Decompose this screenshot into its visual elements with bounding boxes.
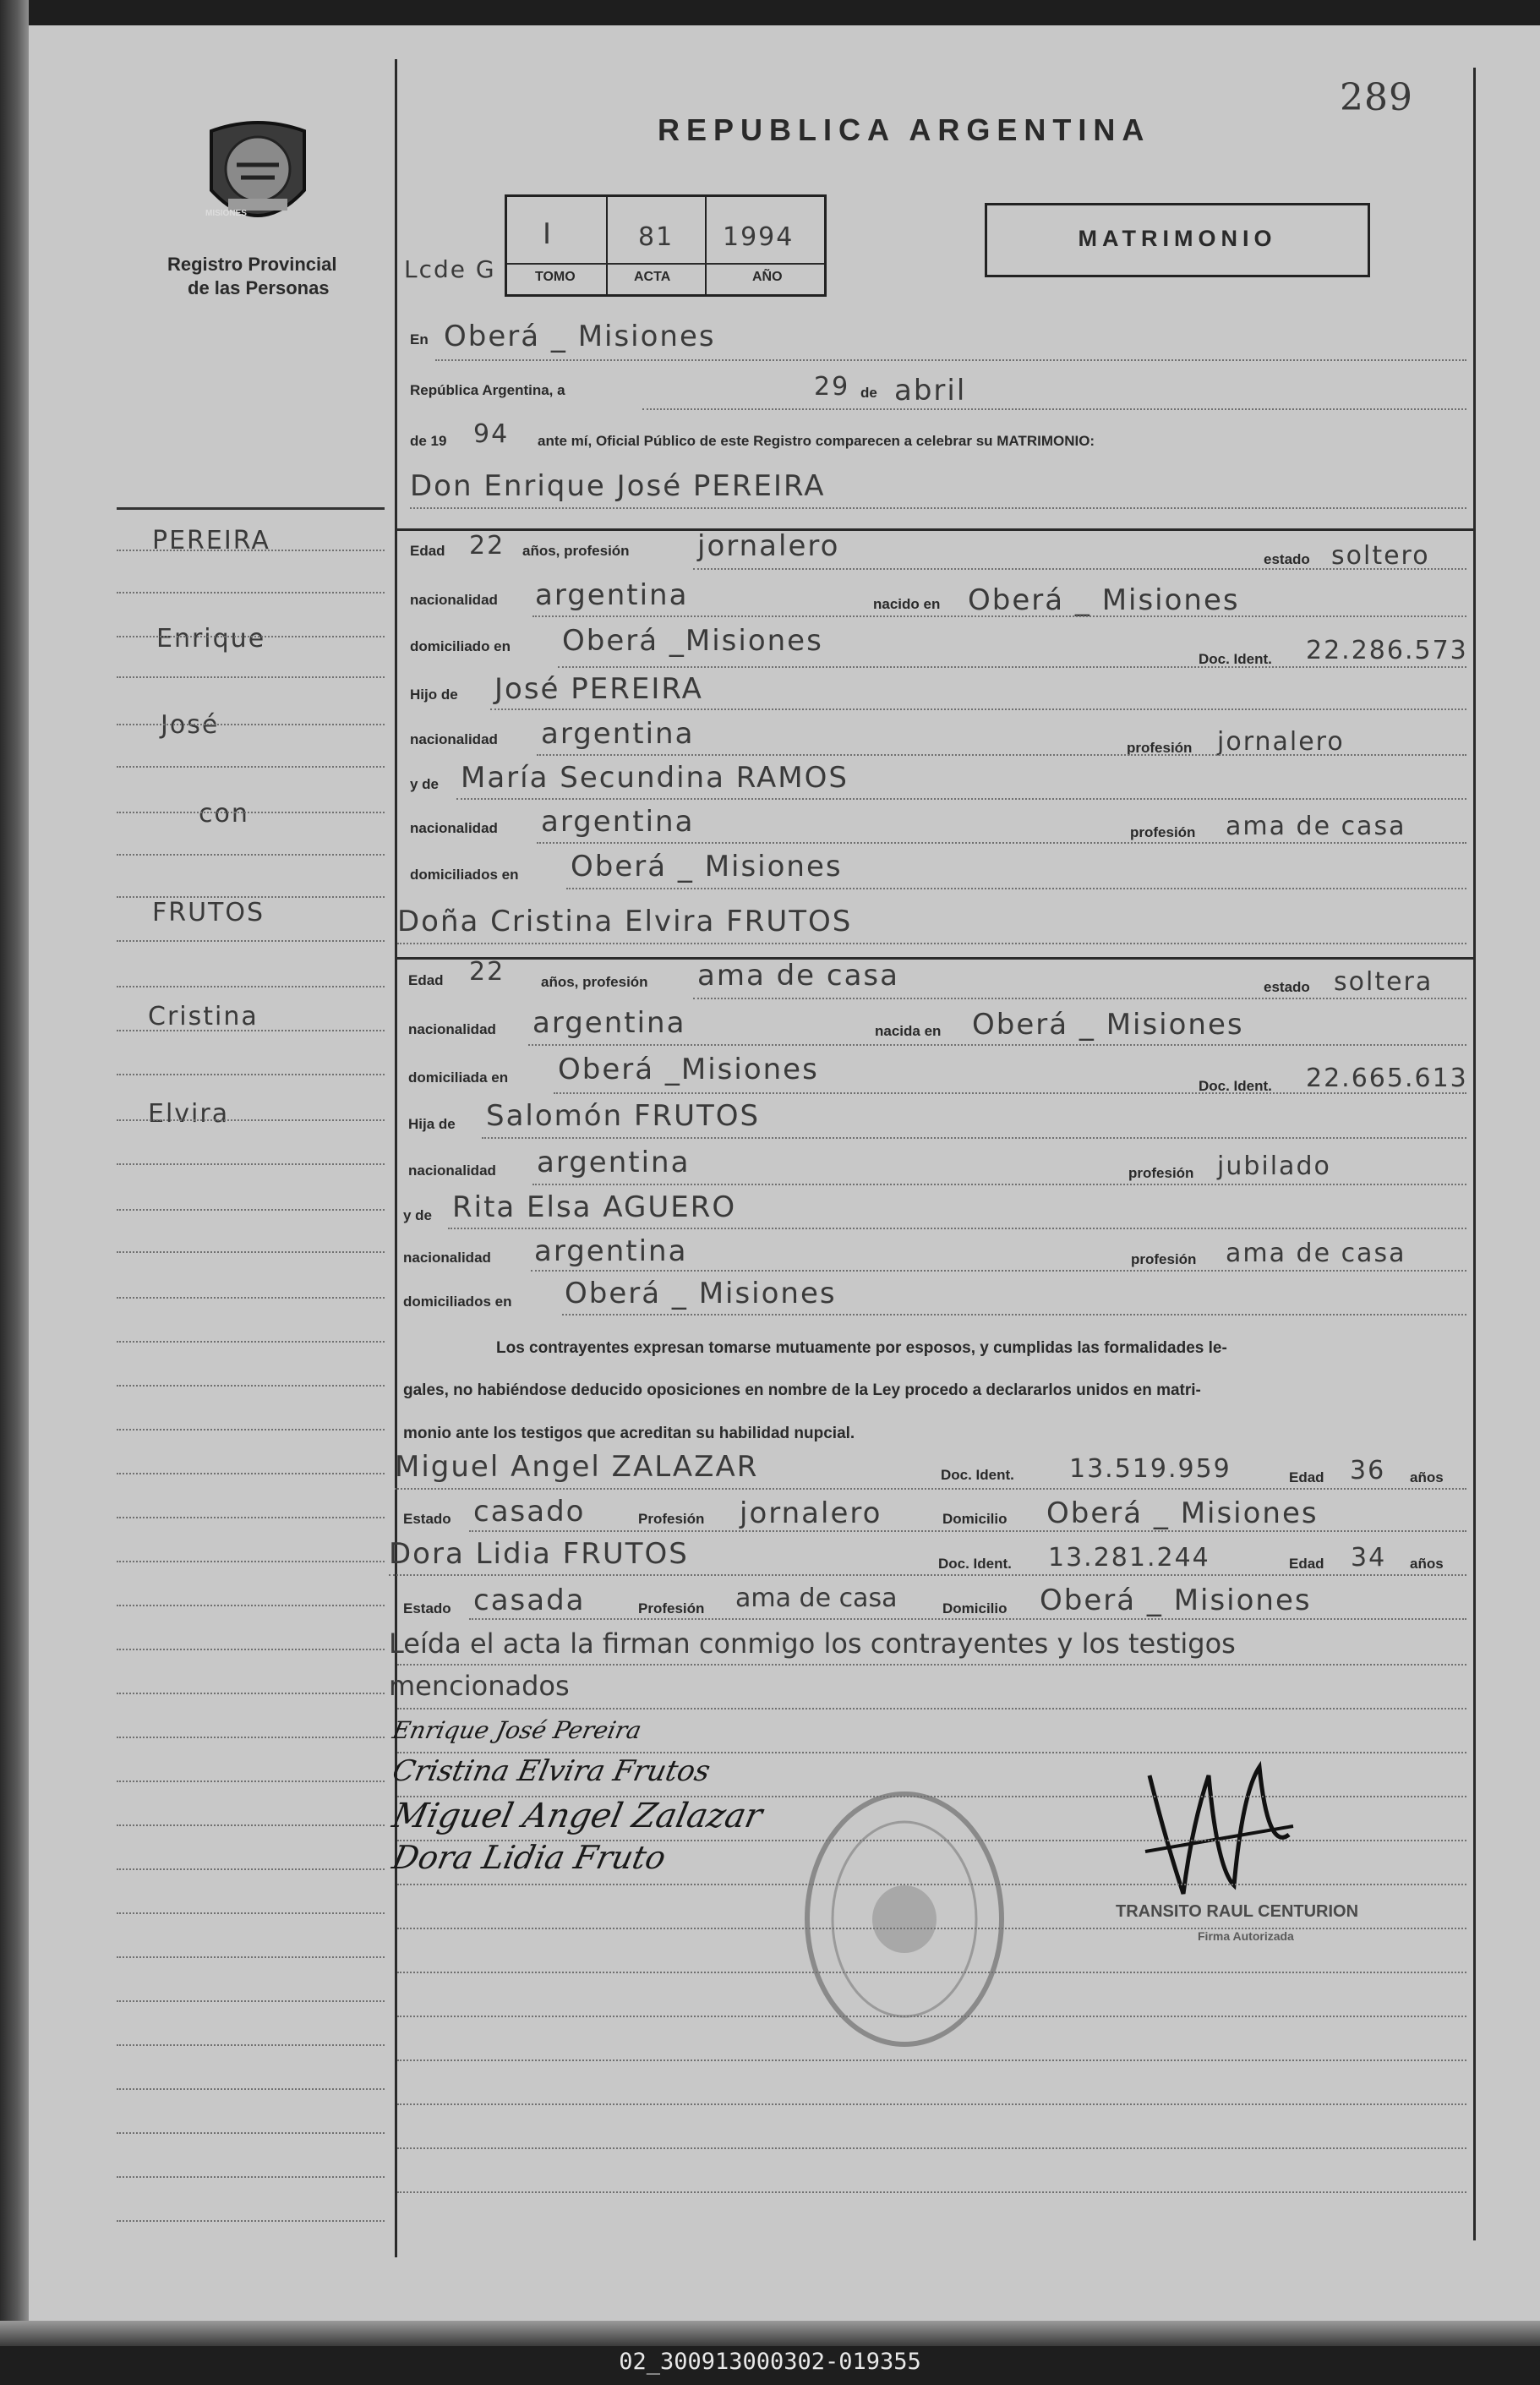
witness1-edad-label: Edad bbox=[1289, 1469, 1324, 1485]
margin-ruled-line bbox=[117, 896, 385, 898]
margin-ruled-line bbox=[117, 1030, 385, 1031]
dotted-line bbox=[410, 507, 1466, 509]
margin-ruled-line bbox=[117, 2220, 385, 2222]
margin-ruled-line bbox=[117, 1824, 385, 1826]
groom-doms-label: domiciliados en bbox=[410, 867, 519, 883]
bride-parents-dom: Oberá _ Misiones bbox=[565, 1277, 837, 1310]
margin-ruled-line bbox=[117, 1737, 385, 1738]
margin-ruled-line bbox=[117, 766, 385, 768]
margin-ruled-line bbox=[117, 1956, 385, 1958]
margin-ruled-line bbox=[117, 1605, 385, 1606]
groom-doc-label: Doc. Ident. bbox=[1199, 651, 1272, 667]
intro-statement: ante mí, Oficial Público de este Registro comparecen a celebrar su MATRIMONIO: bbox=[538, 433, 1095, 449]
registry-line-1: Registro Provincial bbox=[167, 254, 337, 275]
tomo-label: TOMO bbox=[535, 270, 576, 284]
page-bottom-edge bbox=[0, 2321, 1540, 2346]
closing-line-2: mencionados bbox=[389, 1670, 570, 1702]
dotted-line bbox=[389, 1574, 1466, 1576]
witness2-doc: 13.281.244 bbox=[1048, 1543, 1210, 1573]
witness1-name: Miguel Angel ZALAZAR bbox=[395, 1450, 759, 1484]
margin-ruled-line bbox=[117, 1561, 385, 1562]
dotted-line bbox=[395, 1488, 1466, 1490]
page-ruled-line bbox=[397, 1708, 1466, 1709]
signature-bride: Cristina Elvira Frutos bbox=[389, 1754, 713, 1788]
year-prefix: de 19 bbox=[410, 433, 447, 449]
doc-type-box bbox=[985, 203, 1370, 277]
coat-of-arms-icon bbox=[203, 114, 313, 241]
page-ruled-line bbox=[397, 1752, 1466, 1753]
country-title: REPUBLICA ARGENTINA bbox=[658, 112, 1151, 147]
registry-line-2: de las Personas bbox=[188, 277, 330, 298]
groom-mother-nat: argentina bbox=[541, 805, 695, 839]
tomo-acta-anio-table bbox=[505, 194, 827, 297]
official-stamp-name: TRANSITO RAUL CENTURION bbox=[1116, 1902, 1359, 1921]
margin-ruled-line bbox=[117, 2044, 385, 2046]
witness2-profession: ama de casa bbox=[735, 1584, 898, 1613]
bride-nacida-label: nacida en bbox=[875, 1023, 942, 1039]
margin-ruled-line bbox=[117, 986, 385, 987]
groom-domicile: Oberá _Misiones bbox=[562, 624, 823, 658]
en-label: En bbox=[410, 331, 429, 347]
margin-ruled-line bbox=[117, 1649, 385, 1650]
dotted-line bbox=[537, 842, 1466, 844]
page-ruled-line bbox=[397, 2103, 1466, 2105]
margin-ruled-line bbox=[117, 507, 385, 510]
groom-edad-label: Edad bbox=[410, 543, 445, 559]
dotted-line bbox=[469, 1530, 1466, 1532]
witness2-anos-label: años bbox=[1410, 1556, 1444, 1572]
dotted-line bbox=[537, 754, 1466, 756]
bride-edad-label: Edad bbox=[408, 972, 444, 988]
margin-ruled-line bbox=[117, 2000, 385, 2002]
signature-witness-1: Miguel Angel Zalazar bbox=[389, 1797, 766, 1835]
groom-estado-label: estado bbox=[1264, 551, 1310, 567]
dotted-line bbox=[558, 666, 1466, 668]
groom-profession: jornalero bbox=[697, 529, 840, 563]
image-filename: 02_300913000302-019355 bbox=[619, 2349, 921, 2375]
margin-ruled-line bbox=[117, 1429, 385, 1430]
margin-ruled-line bbox=[117, 592, 385, 594]
bride-dom-label: domiciliada en bbox=[408, 1069, 509, 1086]
margin-note: Lcde G bbox=[404, 255, 496, 283]
bride-mother-prof-label: profesión bbox=[1131, 1251, 1197, 1267]
legal-line-1: Los contrayentes expresan tomarse mutuamente por esposos, y cumplidas las formalidades le- bbox=[496, 1339, 1227, 1357]
acta-label: ACTA bbox=[634, 270, 671, 284]
bride-domicile: Oberá _Misiones bbox=[558, 1053, 819, 1086]
groom-estado: soltero bbox=[1331, 541, 1430, 571]
groom-age: 22 bbox=[469, 531, 505, 561]
margin-ruled-line bbox=[117, 1473, 385, 1474]
witness1-doc: 13.519.959 bbox=[1069, 1454, 1231, 1484]
margin-ruled-line bbox=[117, 940, 385, 942]
margin-ruled-line bbox=[117, 1385, 385, 1387]
bride-yde-label: y de bbox=[403, 1207, 433, 1223]
margin-ruled-line bbox=[117, 1119, 385, 1121]
margin-ruled-line bbox=[117, 1297, 385, 1299]
page-ruled-line bbox=[397, 2147, 1466, 2149]
page-ruled-line bbox=[397, 2191, 1466, 2193]
dotted-line bbox=[693, 998, 1466, 999]
margin-ruled-line bbox=[117, 1341, 385, 1343]
dotted-line bbox=[642, 408, 1466, 410]
dotted-line bbox=[482, 1137, 1466, 1139]
anio-label: AÑO bbox=[752, 270, 783, 284]
witness2-dom-label: Domicilio bbox=[942, 1600, 1008, 1616]
de-label: de bbox=[860, 385, 877, 401]
margin-ruled-line bbox=[117, 1912, 385, 1914]
margin-ruled-line bbox=[117, 1781, 385, 1782]
groom-nac-label: nacionalidad bbox=[410, 592, 498, 608]
bride-mother-nat-label: nacionalidad bbox=[403, 1250, 491, 1266]
groom-birthplace: Oberá _ Misiones bbox=[968, 583, 1240, 617]
dotted-line bbox=[693, 568, 1466, 570]
bride-nationality: argentina bbox=[532, 1006, 686, 1040]
bride-full-name: Doña Cristina Elvira FRUTOS bbox=[397, 905, 853, 938]
witness2-estado-label: Estado bbox=[403, 1600, 451, 1616]
legal-line-3: monio ante los testigos que acreditan su habilidad nupcial. bbox=[403, 1425, 855, 1442]
witness2-age: 34 bbox=[1351, 1543, 1387, 1573]
groom-yde-label: y de bbox=[410, 776, 440, 792]
bride-nac-label: nacionalidad bbox=[408, 1021, 496, 1037]
margin-ruled-line bbox=[117, 854, 385, 856]
dotted-line bbox=[448, 1228, 1466, 1229]
page-ruled-line bbox=[397, 2060, 1466, 2061]
dotted-line bbox=[435, 359, 1466, 361]
dotted-line bbox=[397, 943, 1466, 944]
binding-edge bbox=[0, 0, 29, 2333]
margin-name-bride-1: Cristina bbox=[148, 1002, 259, 1031]
page-ruled-line bbox=[397, 1796, 1466, 1797]
official-stamp-role: Firma Autorizada bbox=[1198, 1929, 1294, 1943]
marriage-day: 29 bbox=[814, 372, 850, 402]
margin-ruled-line bbox=[117, 2132, 385, 2134]
groom-parents-dom: Oberá _ Misiones bbox=[571, 850, 843, 883]
bride-mother-prof: ama de casa bbox=[1226, 1239, 1406, 1268]
dotted-line bbox=[566, 888, 1466, 889]
margin-name-groom-1: Enrique bbox=[156, 624, 266, 654]
groom-father-prof: jornalero bbox=[1217, 727, 1345, 757]
bride-estado: soltera bbox=[1334, 967, 1434, 997]
dotted-line bbox=[532, 615, 1466, 617]
margin-ruled-line bbox=[117, 676, 385, 678]
margin-ruled-line bbox=[117, 1209, 385, 1211]
right-border bbox=[1473, 68, 1476, 2240]
margin-ruled-line bbox=[117, 636, 385, 637]
groom-mother-nat-label: nacionalidad bbox=[410, 820, 498, 836]
doc-type: MATRIMONIO bbox=[1078, 226, 1277, 251]
groom-doc: 22.286.573 bbox=[1306, 636, 1468, 665]
dotted-line bbox=[531, 1270, 1466, 1272]
dotted-line bbox=[528, 1044, 1466, 1046]
margin-surname-bride: FRUTOS bbox=[152, 898, 265, 927]
bride-father-prof: jubilado bbox=[1217, 1151, 1331, 1181]
witness1-prof-label: Profesión bbox=[638, 1511, 705, 1527]
bride-father-prof-label: profesión bbox=[1128, 1165, 1194, 1181]
witness2-domicile: Oberá _ Misiones bbox=[1040, 1584, 1312, 1617]
groom-mother-prof: ama de casa bbox=[1226, 812, 1406, 841]
bride-hija-label: Hija de bbox=[408, 1116, 456, 1132]
witness1-profession: jornalero bbox=[740, 1496, 882, 1530]
margin-ruled-line bbox=[117, 1868, 385, 1870]
groom-full-name: Don Enrique José PEREIRA bbox=[410, 469, 826, 503]
groom-father-nat: argentina bbox=[541, 717, 695, 751]
anio-value: 1994 bbox=[723, 222, 795, 252]
margin-ruled-line bbox=[117, 812, 385, 813]
margin-surname-groom: PEREIRA bbox=[152, 526, 270, 555]
acta-value: 81 bbox=[638, 222, 674, 252]
dotted-line bbox=[554, 1092, 1466, 1094]
bride-father-nat: argentina bbox=[537, 1146, 691, 1179]
bride-age: 22 bbox=[469, 957, 505, 987]
republic-label: República Argentina, a bbox=[410, 382, 565, 398]
official-round-seal-icon bbox=[799, 1784, 1010, 2054]
witness2-edad-label: Edad bbox=[1289, 1556, 1324, 1572]
legal-line-2: gales, no habiéndose deducido oposiciones en nombre de la Ley procedo a declararlos unidos en matri- bbox=[403, 1381, 1201, 1399]
marriage-month: abril bbox=[894, 374, 967, 408]
margin-ruled-line bbox=[117, 550, 385, 551]
groom-father: José PEREIRA bbox=[494, 672, 703, 706]
page-ruled-line bbox=[397, 2016, 1466, 2017]
witness1-doc-label: Doc. Ident. bbox=[941, 1467, 1014, 1483]
page-ruled-line bbox=[397, 1928, 1466, 1929]
signature-witness-2: Dora Lidia Fruto bbox=[389, 1839, 669, 1876]
witness1-age: 36 bbox=[1350, 1456, 1386, 1485]
bride-doc-label: Doc. Ident. bbox=[1199, 1078, 1272, 1094]
tomo-value: I bbox=[543, 217, 554, 251]
signature-groom: Enrique José Pereira bbox=[390, 1716, 644, 1744]
groom-dom-label: domiciliado en bbox=[410, 638, 511, 654]
bride-mother: Rita Elsa AGUERO bbox=[452, 1190, 737, 1224]
margin-ruled-line bbox=[117, 1251, 385, 1253]
page-ruled-line bbox=[397, 1664, 1466, 1666]
groom-section-rule bbox=[395, 528, 1473, 531]
bride-birthplace: Oberá _ Misiones bbox=[972, 1008, 1244, 1042]
groom-mother-prof-label: profesión bbox=[1130, 824, 1196, 840]
margin-ruled-line bbox=[117, 1517, 385, 1518]
bride-doms-label: domiciliados en bbox=[403, 1294, 512, 1310]
official-signature-icon bbox=[1133, 1742, 1302, 1911]
margin-ruled-line bbox=[117, 1693, 385, 1694]
groom-father-nat-label: nacionalidad bbox=[410, 731, 498, 747]
margin-ruled-line bbox=[117, 1074, 385, 1075]
dotted-line bbox=[469, 1618, 1466, 1620]
groom-hijo-label: Hijo de bbox=[410, 687, 458, 703]
witness1-estado-label: Estado bbox=[403, 1511, 451, 1527]
bride-anos-label: años, profesión bbox=[541, 974, 648, 990]
seal-text: MISIONES bbox=[205, 209, 247, 218]
closing-line-1: Leída el acta la firman conmigo los contrayentes y los testigos bbox=[389, 1627, 1236, 1660]
margin-ruled-line bbox=[117, 724, 385, 725]
witness2-prof-label: Profesión bbox=[638, 1600, 705, 1616]
groom-nationality: argentina bbox=[535, 578, 689, 612]
dotted-line bbox=[490, 708, 1466, 710]
page-ruled-line bbox=[397, 1884, 1466, 1885]
groom-mother: María Secundina RAMOS bbox=[461, 761, 849, 795]
groom-nacido-label: nacido en bbox=[873, 596, 941, 612]
bride-section-rule bbox=[395, 957, 1473, 960]
margin-ruled-line bbox=[117, 2088, 385, 2090]
marriage-place: Oberá _ Misiones bbox=[444, 320, 716, 353]
bride-father: Salomón FRUTOS bbox=[486, 1099, 761, 1133]
margin-name-groom-2: José bbox=[161, 710, 220, 740]
page-ruled-line bbox=[397, 1972, 1466, 1973]
witness1-anos-label: años bbox=[1410, 1469, 1444, 1485]
marriage-year: 94 bbox=[473, 419, 510, 449]
witness2-doc-label: Doc. Ident. bbox=[938, 1556, 1012, 1572]
margin-name-bride-2: Elvira bbox=[148, 1099, 230, 1129]
bride-mother-nat: argentina bbox=[534, 1234, 688, 1268]
witness1-domicile: Oberá _ Misiones bbox=[1046, 1496, 1319, 1530]
page-ruled-line bbox=[397, 1840, 1466, 1841]
page-number: 289 bbox=[1340, 76, 1413, 119]
margin-connector: con bbox=[199, 799, 249, 829]
witness2-estado: casada bbox=[473, 1584, 586, 1617]
margin-ruled-line bbox=[117, 1163, 385, 1165]
dotted-line bbox=[456, 798, 1466, 800]
bride-profession: ama de casa bbox=[697, 959, 899, 993]
dotted-line bbox=[532, 1184, 1466, 1185]
witness1-estado: casado bbox=[473, 1495, 586, 1529]
table-divider bbox=[507, 263, 824, 265]
groom-father-prof-label: profesión bbox=[1127, 740, 1193, 756]
dotted-line bbox=[562, 1314, 1466, 1316]
bride-estado-label: estado bbox=[1264, 979, 1310, 995]
bride-doc: 22.665.613 bbox=[1306, 1064, 1468, 1093]
bride-father-nat-label: nacionalidad bbox=[408, 1162, 496, 1179]
margin-ruled-line bbox=[117, 2176, 385, 2178]
groom-anos-label: años, profesión bbox=[522, 543, 630, 559]
witness1-dom-label: Domicilio bbox=[942, 1511, 1008, 1527]
witness2-name: Dora Lidia FRUTOS bbox=[389, 1537, 689, 1571]
